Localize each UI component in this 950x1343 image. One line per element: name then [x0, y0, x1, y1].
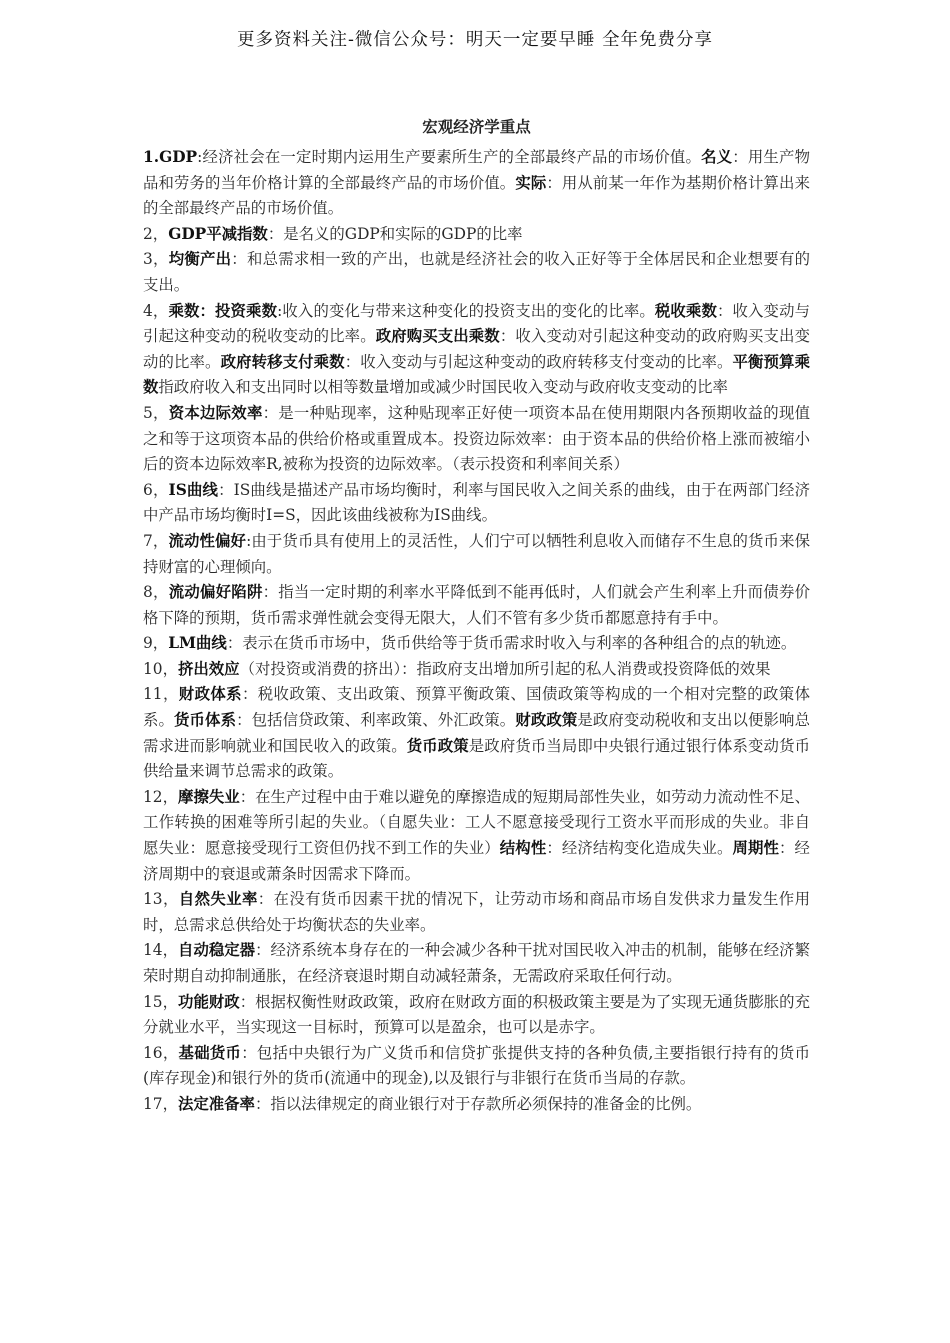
definition-item [143, 478, 810, 529]
definition-text: ：IS曲线是描述产品市场均衡时，利率与国民收入之间关系的曲线，由于在两部门经济中产品市场均衡时I=S，因此该曲线被称为IS曲线。 [143, 480, 810, 525]
term-label: 流动偏好陷阱 [168, 583, 263, 602]
definition-list [143, 145, 810, 1118]
definition-item [143, 785, 810, 887]
definition-item [143, 222, 810, 248]
term-label: 结构性 [499, 839, 547, 858]
definition-text: ：收入变动对引起这种变动的政府购买支出变动的比率。 [143, 327, 810, 371]
definition-item [143, 657, 810, 683]
definition-text: ：包括中央银行为广义货币和信贷扩张提供支持的各种负债,主要指银行持有的货币(库存现金)和银行外的货币(流通中的现金),以及银行与非银行在货币当局的存款。 [143, 1043, 810, 1088]
definition-item [143, 145, 810, 222]
definition-text: ：指当一定时期的利率水平降低到不能再低时，人们就会产生利率上升而债券价格下降的预期，货币需求弹性就会变得无限大，人们不管有多少货币都愿意持有手中。 [143, 583, 810, 627]
page-header: 更多资料关注-微信公众号：明天一定要早睡 全年免费分享 [237, 30, 713, 50]
definition-text: 2， [143, 224, 169, 243]
definition-text: 指政府收入和支出同时以相等数量增加或减少时国民收入变动与政府收支变动的比率 [158, 378, 728, 397]
definition-item [143, 1092, 810, 1118]
term-label: 自动稳定器 [178, 941, 256, 960]
definition-text: 4， [143, 301, 169, 320]
term-label: 货币体系 [174, 711, 237, 730]
term-label: 功能财政 [178, 992, 240, 1011]
definition-text: 11， [143, 685, 179, 704]
definition-text: ：用生产物品和劳务的当年价格计算的全部最终产品的市场价值。 [143, 148, 810, 192]
definition-text: ：税收政策、支出政策、预算平衡政策、国债政策等构成的一个相对完整的政策体系。 [143, 685, 810, 730]
definition-text: 7， [143, 531, 169, 550]
definition-text: 6， [143, 480, 169, 499]
definition-text: 17， [143, 1094, 178, 1113]
definition-text: ：是名义的GDP和实际的GDP的比率 [267, 224, 523, 243]
definition-text: ：收入变动与引起这种变动的税收变动的比率。 [143, 301, 810, 346]
definition-text: 15， [143, 992, 179, 1011]
definition-text: ：收入变动与引起这种变动的政府转移支付变动的比率。 [344, 352, 733, 371]
term-label: 基础货币 [178, 1043, 242, 1062]
term-label: 实际 [515, 173, 547, 192]
term-label: 摩擦失业 [178, 787, 240, 806]
definition-text: :经济社会在一定时期内运用生产要素所生产的全部最终产品的市场价值。 [197, 148, 702, 166]
definition-text: 13， [143, 890, 179, 909]
term-label: 财政体系 [178, 685, 242, 704]
definition-item [143, 529, 810, 580]
definition-text: ：表示在货币市场中，货币供给等于货币需求时收入与利率的各种组合的点的轨迹。 [226, 634, 797, 653]
definition-text: （对投资或消费的挤出）：指政府支出增加所引起的私人消费或投资降低的效果 [239, 659, 771, 678]
term-label: LM曲线 [168, 634, 227, 653]
definition-text: ：在没有货币因素干扰的情况下，让劳动市场和商品市场自发供求力量发生作用时，总需求总供给处于均衡状态的失业率。 [143, 890, 810, 934]
definition-item [143, 990, 810, 1041]
definition-text: 8， [143, 583, 169, 602]
definition-text: 是政府变动税收和支出以便影响总需求进而影响就业和国民收入的政策。 [143, 711, 810, 755]
definition-item [143, 682, 810, 784]
definition-text: ：和总需求相一致的产出，也就是经济社会的收入正好等于全体居民和企业想要有的支出。 [143, 250, 810, 294]
definition-item [143, 887, 810, 938]
definition-item [143, 401, 810, 478]
definition-text: 9， [143, 634, 169, 653]
definition-text: :收入的变化与带来这种变化的投资支出的变化的比率。 [277, 301, 655, 320]
definition-item [143, 580, 810, 631]
definition-text: ：用从前某一年作为基期价格计算出来的全部最终产品的市场价值。 [143, 173, 810, 218]
term-label: 平衡预算乘数 [143, 352, 810, 397]
term-label: 周期性 [732, 839, 780, 858]
definition-text: ：是一种贴现率，这种贴现率正好使一项资本品在使用期限内各预期收益的现值之和等于这项资本品的供给价格或重置成本。投资边际效率：由于资本品的供给价格上涨而被缩小后的资本边际效率R,被称为投资的边际效率。（表示投资和利率间关系） [143, 403, 810, 474]
term-label: 政府转移支付乘数 [220, 352, 345, 371]
definition-item [143, 247, 810, 298]
term-label: 1.GDP [143, 148, 198, 166]
document-title: 宏观经济学重点 [422, 117, 531, 136]
definition-text: ：指以法律规定的商业银行对于存款所必须保持的准备金的比例。 [254, 1094, 702, 1113]
definition-item [143, 938, 810, 989]
term-label: 货币政策 [406, 736, 469, 755]
term-label: 乘数：投资乘数 [168, 301, 278, 320]
definition-text: ：包括信贷政策、利率政策、外汇政策。 [236, 711, 516, 730]
document-body [143, 115, 810, 1118]
definition-text: :由于货币具有使用上的灵活性，人们宁可以牺牲利息收入而储存不生息的货币来保持财富的心理倾向。 [143, 531, 810, 576]
term-label: 均衡产出 [168, 250, 232, 269]
definition-text: ：经济结构变化造成失业。 [546, 839, 733, 858]
term-label: 财政政策 [515, 711, 578, 730]
definition-item [143, 299, 810, 401]
term-label: 流动性偏好 [168, 531, 247, 550]
term-label: IS曲线 [168, 480, 219, 499]
definition-text: ：经济周期中的衰退或萧条时因需求下降而。 [143, 839, 810, 883]
definition-text: ：根据权衡性财政政策，政府在财政方面的积极政策主要是为了实现无通货膨胀的充分就业水平，当实现这一目标时，预算可以是盈余，也可以是赤字。 [143, 992, 810, 1037]
term-label: 税收乘数 [654, 301, 717, 320]
term-label: 政府购买支出乘数 [375, 327, 500, 346]
term-label: GDP平减指数 [168, 224, 268, 243]
definition-text: ：在生产过程中由于难以避免的摩擦造成的短期局部性失业，如劳动力流动性不足、工作转换的困难等所引起的失业。（自愿失业：工人不愿意接受现行工资水平而形成的失业。非自愿失业：愿意接受现行工资但仍找不到工作的失业） [143, 787, 810, 858]
term-label: 法定准备率 [177, 1094, 255, 1113]
term-label: 资本边际效率 [168, 403, 263, 422]
definition-text: 16， [143, 1043, 179, 1062]
definition-text: ：经济系统本身存在的一种会减少各种干扰对国民收入冲击的机制，能够在经济繁荣时期自动抑制通胀，在经济衰退时期自动减轻萧条，无需政府采取任何行动。 [143, 941, 810, 985]
definition-text: 12， [143, 787, 179, 806]
definition-item [143, 1041, 810, 1092]
term-label: 名义 [701, 148, 733, 166]
term-label: 自然失业率 [178, 890, 258, 909]
definition-text: 3， [143, 250, 169, 269]
definition-text: 14， [143, 941, 179, 960]
definition-text: 5， [143, 403, 169, 422]
definition-text: 10， [143, 659, 178, 678]
term-label: 挤出效应 [177, 659, 240, 678]
definition-text: 是政府货币当局即中央银行通过银行体系变动货币供给量来调节总需求的政策。 [143, 736, 810, 781]
definition-item [143, 631, 810, 657]
